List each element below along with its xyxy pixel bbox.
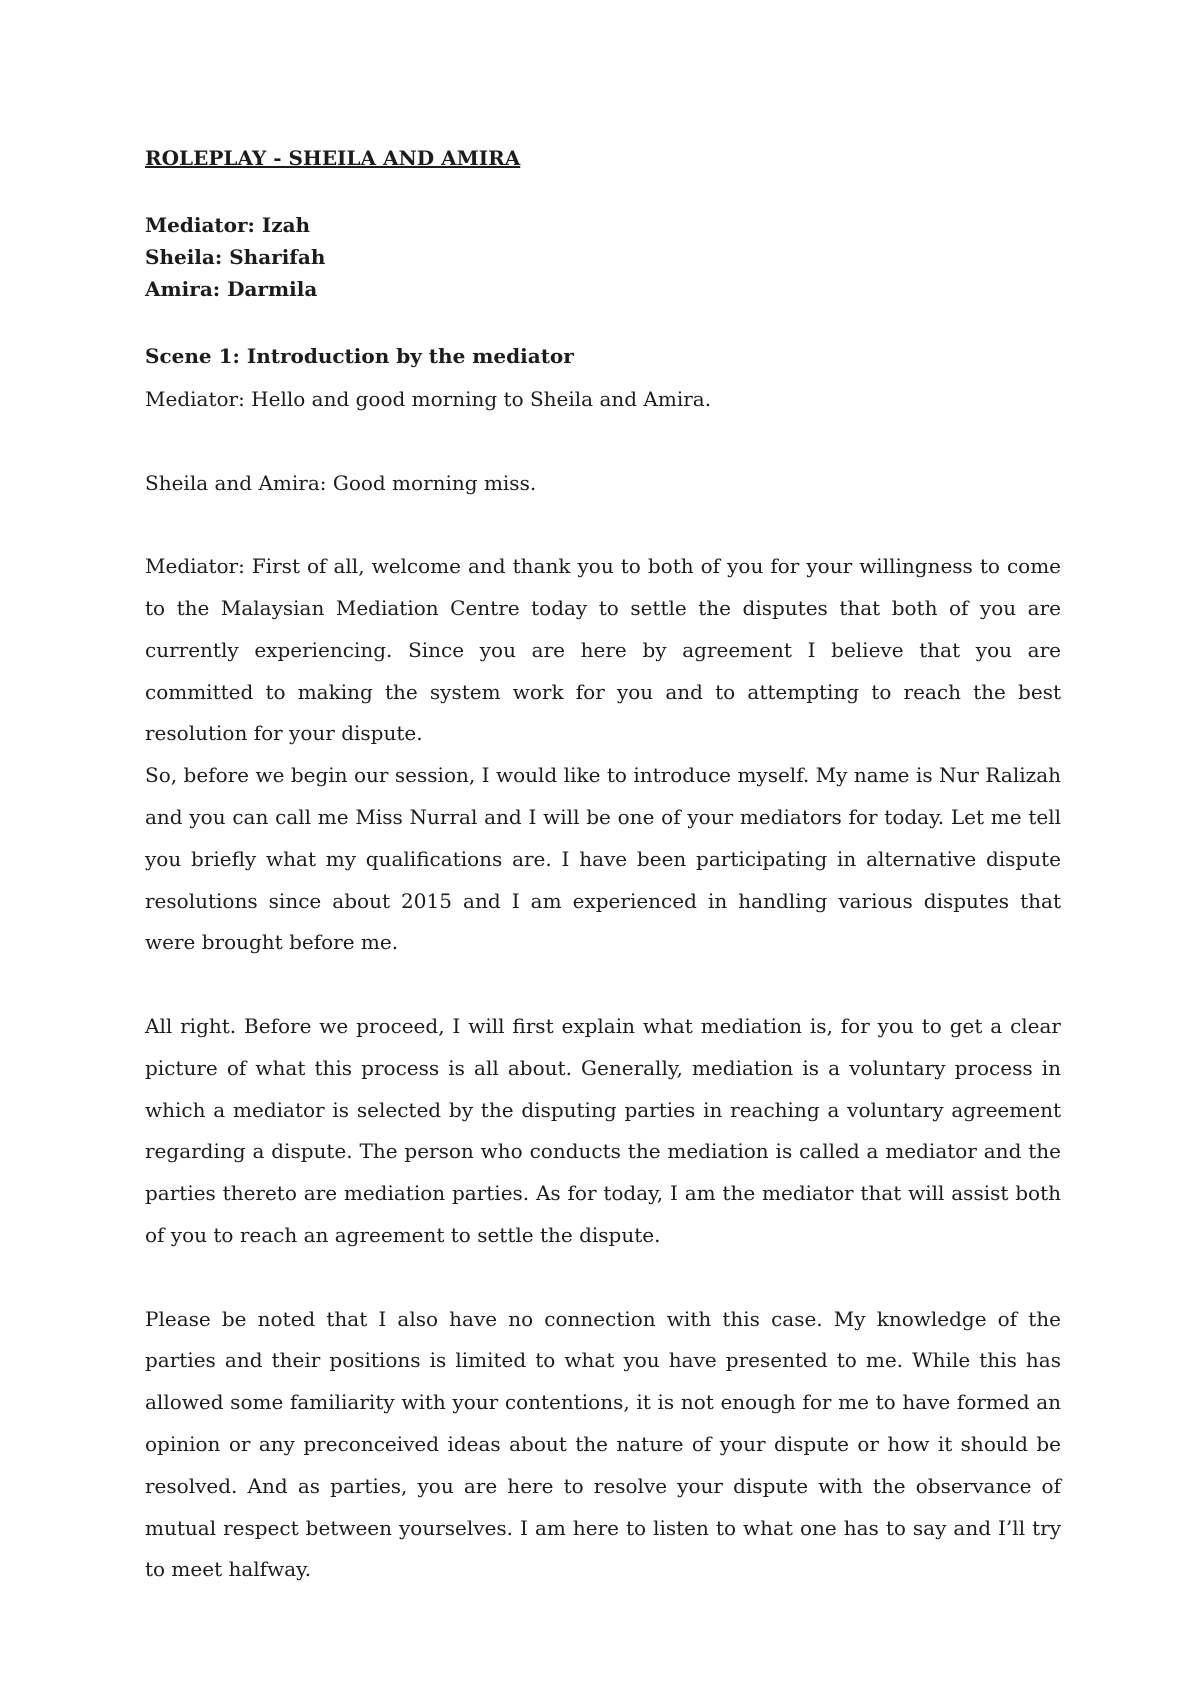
paragraph-introduction: So, before we begin our session, I would like to introduce myself. My name is Nur Ralizah and you can call me Miss Nurral and I will be one of your mediators for today. Let me tell you briefly what my qualifications are. I have been participating in alternative dispute resolutions since about 2015 and I am experienced in handling various disputes that were brought before me. [145, 763, 1061, 955]
document-body [145, 145, 1061, 1591]
parties-response: Sheila and Amira: Good morning miss. [145, 470, 537, 495]
document-title: ROLEPLAY - SHEILA AND AMIRA [145, 146, 521, 170]
scene-heading: Scene 1: Introduction by the mediator [145, 344, 574, 368]
paragraph-mediation-explained: All right. Before we proceed, I will first explain what mediation is, for you to get a clear picture of what this process is all about. Generally, mediation is a voluntary process in which a mediator is selected by the disputing parties in reaching a voluntary agreement regarding a dispute. The person who conducts the mediation is called a mediator and the parties thereto are mediation parties. As for today, I am the mediator that will assist both of you to reach an agreement to settle the dispute. [145, 1013, 1061, 1247]
spacer [145, 1257, 1061, 1299]
spacer [145, 964, 1061, 1006]
spacer [145, 421, 1061, 463]
paragraph-neutrality: Please be noted that I also have no connection with this case. My knowledge of the parties and their positions is limited to what you have presented to me. While this has allowed some familiarity with your contentions, it is not enough for me to have formed an opinion or any preconceived ideas about the nature of your dispute or how it should be resolved. And as parties, you are here to resolve your dispute with the observance of mutual respect between yourselves. I am here to listen to what one has to say and I’ll try to meet halfway. [145, 1306, 1061, 1582]
mediator-greeting: Mediator: Hello and good morning to Sheila and Amira. [145, 387, 712, 411]
cast-list [145, 209, 1061, 305]
paragraph-welcome: Mediator: First of all, welcome and thank you to both of you for your willingness to come to the Malaysian Mediation Centre today to settle the disputes that both of you are currently experiencing. Since you are here by agreement I believe that you are committed to making the system work for you and to attempting to reach the best resolution for your dispute. [145, 554, 1061, 746]
cast-sheila: Sheila: Sharifah [145, 245, 326, 269]
spacer [145, 504, 1061, 546]
cast-amira: Amira: Darmila [145, 277, 318, 301]
cast-mediator: Mediator: Izah [145, 213, 311, 237]
